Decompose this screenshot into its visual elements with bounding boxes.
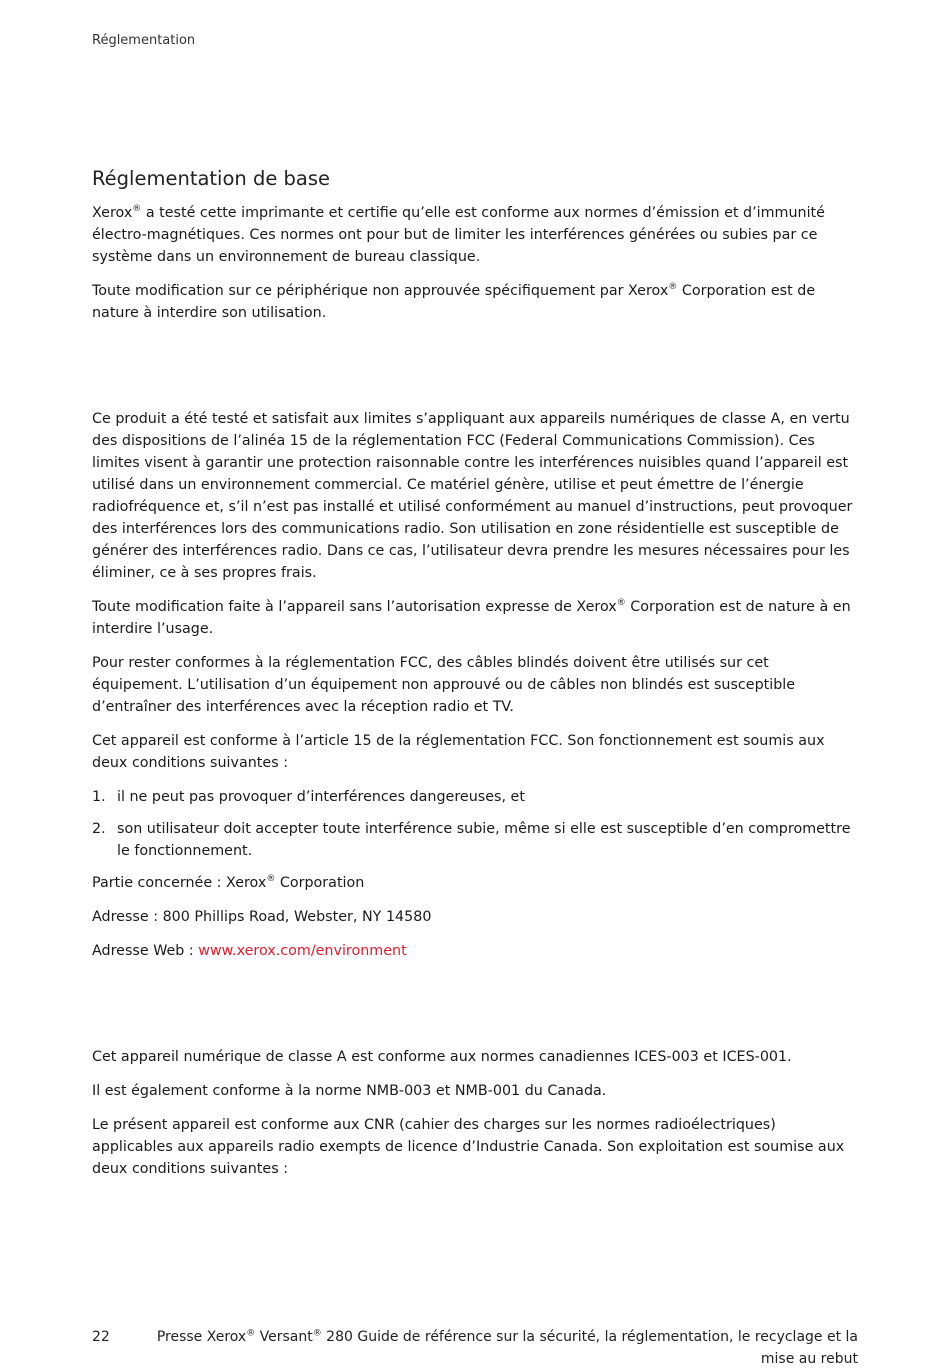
- paragraph-text: Corporation: [275, 875, 365, 891]
- paragraph: Pour rester conformes à la réglementation FCC, des câbles blindés doivent être utilisés sur cet équipement. L’utilisation d’un équipement non approuvé ou de câbles non blindés est susceptible d’entraîner des interférences avec la réception radio et TV.: [92, 655, 796, 715]
- paragraph-text: Toute modification sur ce périphérique non approuvée spécifiquement par Xerox: [92, 283, 669, 299]
- list-number: 1.: [92, 789, 106, 805]
- registered-mark: ®: [668, 282, 678, 293]
- page-content: [92, 166, 858, 1192]
- paragraph: [92, 596, 858, 640]
- list-item-text: son utilisateur doit accepter toute interférence subie, même si elle est susceptible d’en compromettre le fonctionnement.: [117, 821, 851, 859]
- paragraph: [92, 202, 858, 268]
- document-title: [150, 1326, 858, 1370]
- paragraph: Cet appareil est conforme à l’article 15 de la réglementation FCC. Son fonctionnement est soumis aux deux conditions suivantes :: [92, 733, 825, 771]
- paragraph: Il est également conforme à la norme NMB-003 et NMB-001 du Canada.: [92, 1083, 607, 1099]
- web-label: Adresse Web :: [92, 943, 199, 959]
- brand-name: Xerox: [92, 205, 133, 221]
- section-spacer: [92, 336, 858, 408]
- conditions-list: [92, 786, 858, 862]
- paragraph: Ce produit a été testé et satisfait aux limites s’appliquant aux appareils numériques de classe A, en vertu des dispositions de l’alinéa 15 de la réglementation FCC (Federal Communications Commission). Ces limites visent à garantir une protection raisonnable contre les interférences nuisibles quand l’appareil est utilisé dans un environnement commercial. Ce matériel génère, utilise et peut émettre de l’énergie radiofréquence et, s’il n’est pas installé et utilisé conformément au manuel d’instructions, peut provoquer des interférences lors des communications radio. Son utilisation en zone résidentielle est susceptible de générer des interférences radio. Dans ce cas, l’utilisateur devra prendre les mesures nécessaires pour les éliminer, ce à ses propres frais.: [92, 411, 853, 581]
- registered-mark: ®: [616, 598, 626, 609]
- section-spacer: [92, 974, 858, 1046]
- title-part: 280 Guide de référence sur la sécurité, la réglementation, le recyclage et la mise au rebut: [321, 1329, 858, 1367]
- title-part: Versant: [255, 1329, 313, 1345]
- running-header: Réglementation: [92, 33, 196, 48]
- list-item: [92, 818, 858, 862]
- paragraph: Cet appareil numérique de classe A est conforme aux normes canadiennes ICES-003 et ICES-001.: [92, 1049, 792, 1065]
- address-line: Adresse : 800 Phillips Road, Webster, NY 14580: [92, 909, 432, 925]
- paragraph-text: Corporation est de nature à en interdire l’usage.: [92, 599, 851, 637]
- party-line: [92, 872, 858, 894]
- page-footer: [92, 1326, 858, 1370]
- environment-link[interactable]: www.xerox.com/environment: [198, 943, 407, 959]
- paragraph: Le présent appareil est conforme aux CNR (cahier des charges sur les normes radioélectriques) applicables aux appareils radio exempts de licence d’Industrie Canada. Son exploitation est soumise aux deux conditions suivantes :: [92, 1117, 845, 1177]
- section-heading: Réglementation de base: [92, 167, 331, 190]
- registered-mark: ®: [266, 874, 276, 885]
- list-item-text: il ne peut pas provoquer d’interférences dangereuses, et: [117, 789, 525, 805]
- list-item: [92, 786, 858, 808]
- paragraph-text: Toute modification faite à l’appareil sans l’autorisation expresse de Xerox: [92, 599, 617, 615]
- title-part: Presse Xerox: [156, 1329, 247, 1345]
- registered-mark: ®: [132, 204, 142, 215]
- paragraph-text: Corporation est de nature à interdire son utilisation.: [92, 283, 816, 321]
- web-line: [92, 940, 858, 962]
- paragraph-text: Partie concernée : Xerox: [92, 875, 267, 891]
- registered-mark: ®: [312, 1328, 322, 1339]
- page-number: 22: [92, 1329, 110, 1345]
- paragraph: [92, 280, 858, 324]
- registered-mark: ®: [246, 1328, 256, 1339]
- paragraph-text: a testé cette imprimante et certifie qu’elle est conforme aux normes d’émission et d’immunité électro-magnétiques. Ces normes ont pour but de limiter les interférences générées ou subies par ce système dans un environnement de bureau classique.: [92, 205, 825, 265]
- list-number: 2.: [92, 821, 106, 837]
